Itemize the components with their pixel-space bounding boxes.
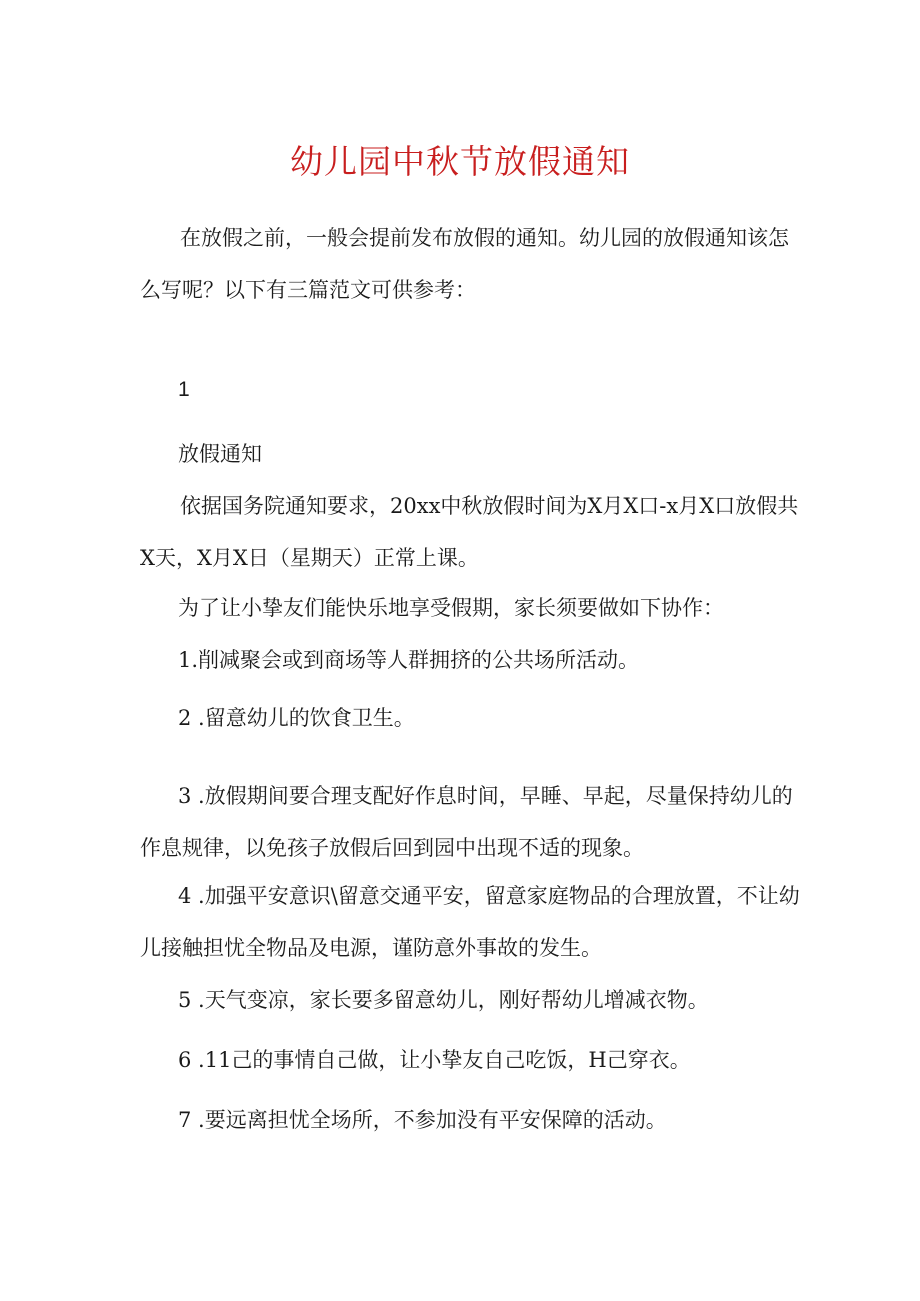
notice-paragraph: 依据国务院通知要求，20xx中秋放假时间为X月X口-x月X口放假共X天，X月X日（星期天）正常上课。 [140,494,799,570]
section-heading: 放假通知 [178,442,262,466]
intro-paragraph: 在放假之前，一般会提前发布放假的通知。幼儿园的放假通知该怎么写呢？以下有三篇范文可供参考： [140,226,789,302]
list-item: 3 .放假期间要合理支配好作息时间，早睡、早起，尽量保持幼儿的作息规律，以免孩子放假后回到园中出现不适的现象。 [140,784,793,860]
list-item: 1.削减聚会或到商场等人群拥挤的公共场所活动。 [178,648,640,672]
section-number: 1 [178,378,190,401]
cooperation-paragraph: 为了让小挚友们能快乐地享受假期，家长须要做如下协作： [178,596,724,620]
list-item: 2 .留意幼儿的饮食卫生。 [178,706,415,730]
list-item: 5 .天气变凉，家长要多留意幼儿，刚好帮幼儿增减衣物。 [178,988,709,1012]
list-item: 7 .要远离担忧全场所，不参加没有平安保障的活动。 [178,1108,667,1132]
page-title: 幼儿园中秋节放假通知 [290,142,630,181]
list-item: 6 .11己的事情自己做，让小挚友自己吃饭，H己穿衣。 [178,1048,691,1072]
list-item: 4 .加强平安意识\留意交通平安，留意家庭物品的合理放置，不让幼儿接触担忧全物品及电源，谨防意外事故的发生。 [140,884,800,960]
